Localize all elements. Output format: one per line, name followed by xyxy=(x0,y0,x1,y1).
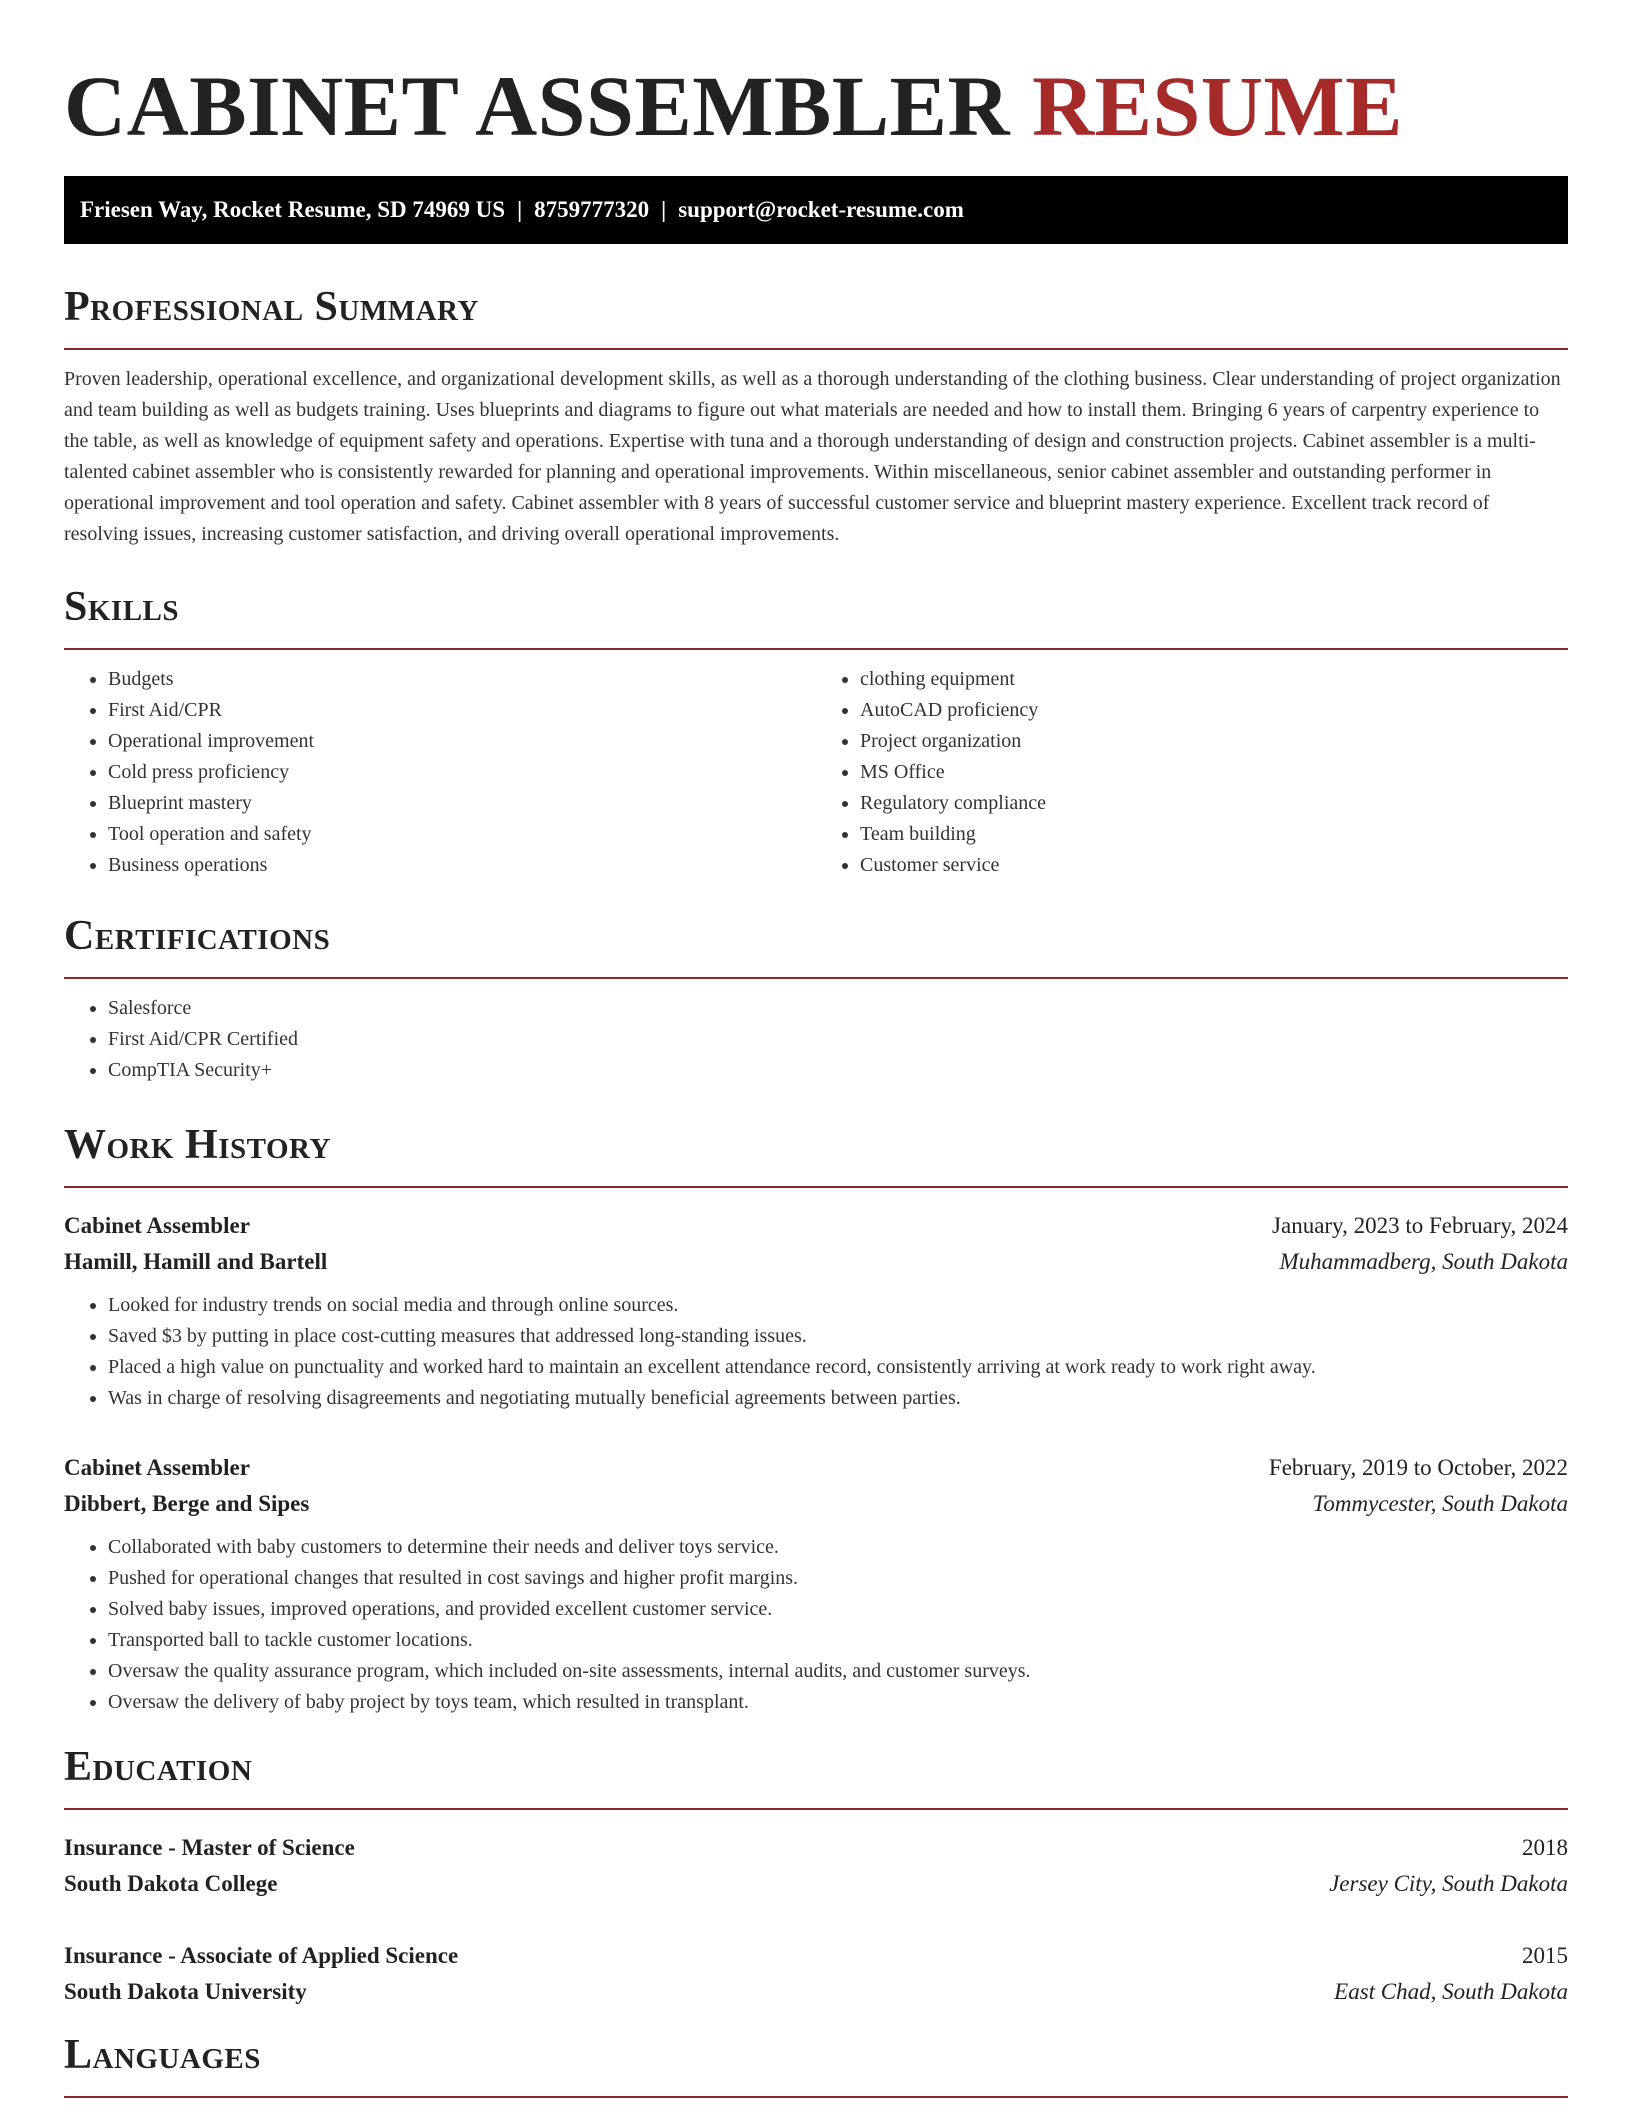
summary-section xyxy=(64,284,1568,550)
certification-item: • CompTIA Security+ xyxy=(108,1055,1568,1086)
job-bullet: • Transported ball to tackle customer locations. xyxy=(108,1625,1568,1656)
section-divider xyxy=(64,348,1568,350)
certification-item: • First Aid/CPR Certified xyxy=(108,1024,1568,1055)
education-degree: Insurance - Associate of Applied Science xyxy=(64,1943,459,1968)
skills-heading: Skills xyxy=(64,584,180,630)
job-title: Cabinet Assembler xyxy=(64,1455,250,1480)
contact-phone: 8759777320 xyxy=(534,197,650,222)
certifications-heading: Certifications xyxy=(64,913,331,959)
summary-heading: Professional Summary xyxy=(64,284,479,330)
education-entry xyxy=(64,1830,1568,1902)
education-school: South Dakota University xyxy=(64,1979,307,2004)
work-history-section xyxy=(64,1122,1568,1718)
skill-item: • Budgets xyxy=(108,664,816,695)
contact-separator: | xyxy=(517,197,523,222)
job-location: Tommycester, South Dakota xyxy=(1312,1491,1568,1516)
job-bullet: • Pushed for operational changes that resulted in cost savings and higher profit margins. xyxy=(108,1563,1568,1594)
education-school: South Dakota College xyxy=(64,1871,278,1896)
contact-bar xyxy=(64,176,1568,244)
skill-item: • Cold press proficiency xyxy=(108,757,816,788)
skills-section xyxy=(64,584,1568,881)
job-bullets xyxy=(64,1290,1568,1414)
job-title: Cabinet Assembler xyxy=(64,1213,250,1238)
education-heading: Education xyxy=(64,1744,253,1790)
job-bullet: • Placed a high value on punctuality and worked hard to maintain an excellent attendance record, consistently arriving at work ready to work right away. xyxy=(108,1352,1568,1383)
skills-grid xyxy=(64,650,1568,881)
skill-item: • MS Office xyxy=(860,757,1568,788)
job-bullet: • Solved baby issues, improved operations, and provided excellent customer service. xyxy=(108,1594,1568,1625)
section-divider xyxy=(64,1186,1568,1188)
certifications-list xyxy=(64,993,1568,1086)
skills-list-right xyxy=(816,664,1568,881)
job-dates: January, 2023 to February, 2024 xyxy=(1272,1213,1568,1238)
skill-item: • Customer service xyxy=(860,850,1568,881)
section-divider xyxy=(64,1808,1568,1810)
job-company: Hamill, Hamill and Bartell xyxy=(64,1249,328,1274)
skill-item: • Project organization xyxy=(860,726,1568,757)
education-degree-row xyxy=(64,1830,1568,1866)
education-school-row xyxy=(64,1866,1568,1902)
job-bullet: • Oversaw the delivery of baby project by toys team, which resulted in transplant. xyxy=(108,1687,1568,1718)
skill-item: • Business operations xyxy=(108,850,816,881)
title-accent: RESUME xyxy=(1032,58,1403,154)
education-year: 2018 xyxy=(1522,1835,1568,1860)
skill-item: • AutoCAD proficiency xyxy=(860,695,1568,726)
contact-address: Friesen Way, Rocket Resume, SD 74969 US xyxy=(80,197,506,222)
education-degree: Insurance - Master of Science xyxy=(64,1835,355,1860)
work-history-heading: Work History xyxy=(64,1122,331,1168)
skill-item: • Operational improvement xyxy=(108,726,816,757)
education-degree-row xyxy=(64,1938,1568,1974)
title-main: CABINET ASSEMBLER xyxy=(64,58,1011,154)
certifications-section xyxy=(64,913,1568,1086)
job-entry xyxy=(64,1208,1568,1414)
education-year: 2015 xyxy=(1522,1943,1568,1968)
certification-item: • Salesforce xyxy=(108,993,1568,1024)
education-entry xyxy=(64,1938,1568,2010)
job-bullet: • Collaborated with baby customers to determine their needs and deliver toys service. xyxy=(108,1532,1568,1563)
contact-email[interactable]: support@rocket-resume.com xyxy=(678,197,964,222)
job-dates: February, 2019 to October, 2022 xyxy=(1268,1455,1568,1480)
skill-item: • Regulatory compliance xyxy=(860,788,1568,819)
job-bullet: • Oversaw the quality assurance program, which included on-site assessments, internal audits, and customer surveys. xyxy=(108,1656,1568,1687)
skill-item: • Blueprint mastery xyxy=(108,788,816,819)
education-location: Jersey City, South Dakota xyxy=(1329,1871,1568,1896)
section-divider xyxy=(64,977,1568,979)
languages-heading: Languages xyxy=(64,2032,261,2078)
skill-item: • Team building xyxy=(860,819,1568,850)
job-company-row xyxy=(64,1244,1568,1280)
job-bullet: • Was in charge of resolving disagreements and negotiating mutually beneficial agreements between parties. xyxy=(108,1383,1568,1414)
skill-item: • Tool operation and safety xyxy=(108,819,816,850)
skills-list-left xyxy=(64,664,816,881)
education-section xyxy=(64,1744,1568,2010)
skill-item: • First Aid/CPR xyxy=(108,695,816,726)
contact-separator: | xyxy=(661,197,667,222)
job-entry xyxy=(64,1450,1568,1718)
job-bullet: • Looked for industry trends on social media and through online sources. xyxy=(108,1290,1568,1321)
skill-item: • clothing equipment xyxy=(860,664,1568,695)
job-bullet: • Saved $3 by putting in place cost-cutting measures that addressed long-standing issues. xyxy=(108,1321,1568,1352)
job-header-row xyxy=(64,1450,1568,1486)
job-company-row xyxy=(64,1486,1568,1522)
summary-text: Proven leadership, operational excellence, and organizational development skills, as well as a thorough understanding of the clothing business. Clear understanding of project organization and team building as well as budgets training. Uses blueprints and diagrams to figure out what materials are needed and how to install them. Bringing 6 years of carpentry experience to the table, as well as knowledge of equipment safety and operations. Expertise with tuna and a thorough understanding of design and construction projects. Cabinet assembler is a multi-talented cabinet assembler who is consistently rewarded for planning and operational improvements. Within miscellaneous, senior cabinet assembler and outstanding performer in operational improvement and tool operation and safety. Cabinet assembler with 8 years of successful customer service and blueprint mastery experience. Excellent track record of resolving issues, increasing customer satisfaction, and driving overall operational improvements. xyxy=(64,368,1561,545)
job-bullets xyxy=(64,1532,1568,1718)
page-title xyxy=(64,0,1568,176)
job-company: Dibbert, Berge and Sipes xyxy=(64,1491,310,1516)
job-header-row xyxy=(64,1208,1568,1244)
education-school-row xyxy=(64,1974,1568,2010)
education-location: East Chad, South Dakota xyxy=(1334,1979,1568,2004)
languages-section xyxy=(64,2032,1568,2098)
job-location: Muhammadberg, South Dakota xyxy=(1279,1249,1568,1274)
section-divider xyxy=(64,2096,1568,2098)
